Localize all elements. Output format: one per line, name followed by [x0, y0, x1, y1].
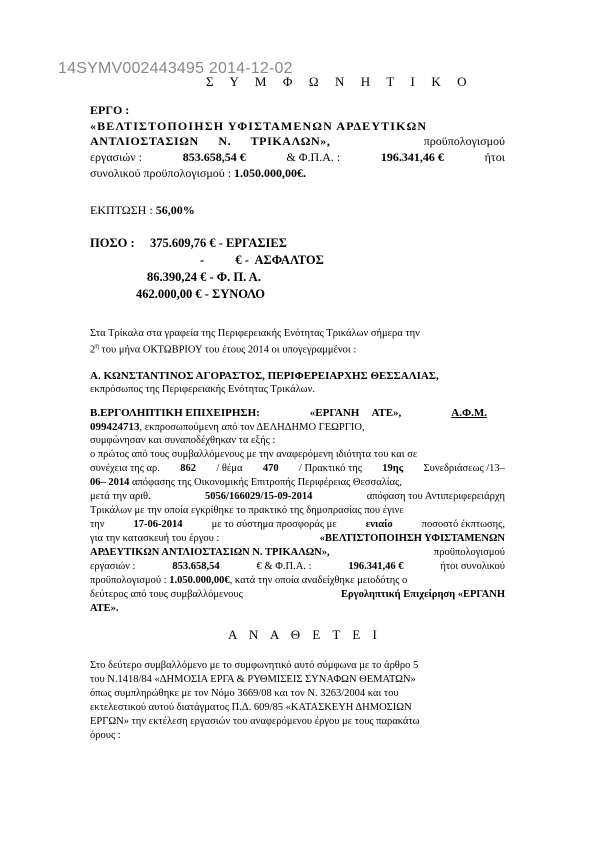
para-10a: προϋπολογισμού :	[90, 575, 167, 586]
party-b-company: «ΕΡΓΑΝΗ ΑΤΕ»,	[309, 407, 402, 419]
party-a-role: εκπρόσωπος της Περιφερειακής Ενότητας Τρικάλων.	[90, 384, 315, 395]
ergo-vat-label: & Φ.Π.Α. :	[286, 150, 341, 164]
ergo-total-amount: 1.050.000,00€.	[234, 166, 307, 180]
closing-line-3: όπως συμπληρώθηκε με τον Νόμο 3669/08 και τον Ν. 3263/2004 και του	[90, 688, 399, 699]
closing-line-4: εκτελεστικού αυτού διατάγματος Π.Δ. 609/85 «ΚΑΤΑΣΚΕΥΗ ΔΗΜΟΣΙΩΝ	[90, 702, 412, 713]
afm-number: 099424713	[90, 421, 140, 433]
para-line-1: ο πρώτος από τους συμβαλλόμενους με την αναφερόμενη ιδιότητα του και σε	[90, 449, 418, 460]
para-line-8	[90, 547, 505, 558]
amount-works: 375.609,76 € - ΕΡΓΑΣΙΕΣ	[150, 236, 287, 250]
ergo-line-3	[90, 150, 505, 165]
para-line-5: Τρικάλων με την οποία εγκρίθηκε το πρακτικό της δημοπρασίας που έγινε	[90, 505, 404, 516]
para-10b: 1.050.000,00€	[169, 575, 230, 586]
para-7a: για την κατασκευή του έργου :	[90, 533, 220, 544]
discount-value: 56,00%	[155, 203, 195, 217]
ergo-vat-amount: 196.341,46 €	[380, 150, 444, 164]
para-line-2	[90, 463, 505, 474]
para-line-12: ΑΤΕ».	[90, 603, 119, 614]
para-4c: απόφαση του Αντιπεριφερειάρχη	[366, 491, 505, 502]
amount-asphalt: - € - ΑΣΦΑΛΤΟΣ	[200, 253, 324, 267]
para-11b: Εργοληπτική Επιχείρηση «ΕΡΓΑΝΗ	[341, 589, 505, 600]
intro-day-suffix: η	[95, 342, 99, 350]
para-8b: προϋπολογισμού	[433, 547, 505, 558]
para-4a: μετά την αριθ.	[90, 491, 151, 502]
ergo-budget-label: προϋπολογισμού	[423, 134, 505, 148]
section-heading-anathetei: Α Ν Α Θ Ε Τ Ε Ι	[228, 627, 382, 642]
ergo-line-4	[90, 166, 505, 181]
para-6e: ποσοστό έκπτωσης,	[421, 519, 505, 530]
para-8a: ΑΡΔΕΥΤΙΚΩΝ ΑΝΤΛΙΟΣΤΑΣΙΩΝ Ν. ΤΡΙΚΑΛΩΝ»,	[90, 547, 330, 558]
para-2b: 862	[180, 463, 196, 474]
intro-line-1: Στα Τρίκαλα στα γραφεία της Περιφερειακής Ενότητας Τρικάλων σήμερα την	[90, 328, 420, 339]
amount-vat: 86.390,24 € - Φ. Π. Α.	[147, 270, 261, 284]
party-b-line-3: συμφώνησαν και συναποδέχθηκαν τα εξής :	[90, 435, 276, 446]
para-line-11	[90, 589, 505, 600]
para-line-7	[90, 533, 505, 544]
para-11a: δεύτερος από τους συμβαλλόμενους	[90, 589, 243, 600]
para-3a: 06– 2014	[90, 477, 130, 488]
para-2d: 470	[262, 463, 279, 474]
party-a-name: Α. ΚΩΝΣΤΑΝΤΙΝΟΣ ΑΓΟΡΑΣΤΟΣ, ΠΕΡΙΦΕΡΕΙΑΡΧΗΣ ΘΕΣΣΑΛΙΑΣ,	[90, 370, 439, 382]
para-9e: ήτοι συνολικού	[440, 561, 505, 572]
party-b-line-2	[90, 421, 505, 433]
para-9d: 196.341,46 €	[348, 561, 404, 572]
amount-label: ΠΟΣΟ :	[90, 236, 135, 250]
para-7b: «ΒΕΛΤΙΣΤΟΠΟΙΗΣΗ ΥΦΙΣΤΑΜΕΝΩΝ	[319, 533, 505, 544]
closing-line-5: ΕΡΓΩΝ» την εκτέλεση εργασιών του αναφερόμενου έργου με τους παρακάτω	[90, 716, 420, 727]
document-stamp: 14SYMV002443495 2014-12-02	[58, 60, 293, 77]
para-2e: / Πρακτικό της	[298, 463, 362, 474]
para-line-10	[90, 575, 505, 586]
para-line-6	[90, 519, 505, 530]
para-line-4	[90, 491, 505, 502]
ergo-line-2	[90, 134, 505, 149]
para-3b: απόφασης της Οικονομικής Επιτροπής Περιφέρειας Θεσσαλίας,	[132, 477, 402, 488]
ergo-title-part: «ΒΕΛΤΙΣΤΟΠΟΙΗΣΗ ΥΦΙΣΤΑΜΕΝΩΝ ΑΡΔΕΥΤΙΚΩΝ	[90, 119, 428, 133]
ergo-label: ΕΡΓΟ :	[90, 103, 130, 117]
amount-total: 462.000,00 € - ΣΥΝΟΛΟ	[136, 287, 266, 301]
party-b-afm-label	[451, 407, 505, 419]
closing-line-6: όρους :	[90, 730, 121, 741]
ergo-total-label: συνολικού προϋπολογισμού :	[90, 166, 232, 180]
party-b-label: Β.ΕΡΓΟΛΗΠΤΙΚΗ ΕΠΙΧΕΙΡΗΣΗ:	[90, 407, 260, 419]
ergo-itoi: ήτοι	[484, 150, 505, 164]
para-line-3	[90, 477, 505, 488]
para-10c: , κατά την οποία αναδείχθηκε μειοδότης ο	[229, 575, 408, 586]
intro-day: 2	[90, 344, 96, 356]
ergo-line-1	[90, 119, 505, 134]
ergo-title-part-2: ΑΝΤΛΙΟΣΤΑΣΙΩΝ Ν. ΤΡΙΚΑΛΩΝ»,	[90, 134, 331, 148]
para-2a: συνέχεια της αρ.	[90, 463, 160, 474]
para-6b: 17-06-2014	[133, 519, 183, 530]
document-title: Σ Υ Μ Φ Ω Ν Η Τ Ι Κ Ο	[206, 74, 474, 89]
para-2f: 19ης	[382, 463, 404, 474]
ergo-works-label: εργασιών :	[90, 150, 142, 164]
closing-line-1: Στο δεύτερο συμβαλλόμενο με το συμφωνητικό αυτό σύμφωνα με το άρθρο 5	[90, 660, 419, 671]
para-2c: / θέμα	[216, 463, 243, 474]
para-9c: € & Φ.Π.Α. :	[256, 561, 312, 572]
party-b-line-1	[90, 407, 505, 419]
intro-line-2	[90, 342, 505, 356]
para-2g: Συνεδριάσεως /13–	[423, 463, 505, 474]
para-9a: εργασιών :	[90, 561, 136, 572]
para-line-9	[90, 561, 505, 572]
para-6c: με το σύστημα προσφοράς με	[211, 519, 337, 530]
ergo-works-amount: 853.658,54 €	[182, 150, 246, 164]
para-6d: ενιαίο	[365, 519, 393, 530]
party-b-representative: , εκπροσωπούμενη από τον ΔΕΛΗΔΗΜΟ ΓΕΩΡΓΙΟ,	[139, 422, 365, 433]
discount-line	[90, 203, 505, 218]
para-4b: 5056/166029/15-09-2014	[205, 491, 313, 502]
para-9b: 853.658,54	[172, 561, 220, 572]
discount-label: ΕΚΠΤΩΣΗ :	[90, 203, 153, 217]
closing-line-2: του Ν.1418/84 «ΔΗΜΟΣΙΑ ΕΡΓΑ & ΡΥΘΜΙΣΕΙΣ ΣΥΝΑΦΩΝ ΘΕΜΑΤΩΝ»	[90, 674, 416, 685]
afm-label: Α.Φ.Μ.	[451, 407, 487, 419]
para-6a: την	[90, 519, 105, 530]
intro-rest: του μήνα ΟΚΤΩΒΡΙΟΥ του έτους 2014 οι υπογεγραμμένοι :	[98, 344, 357, 356]
